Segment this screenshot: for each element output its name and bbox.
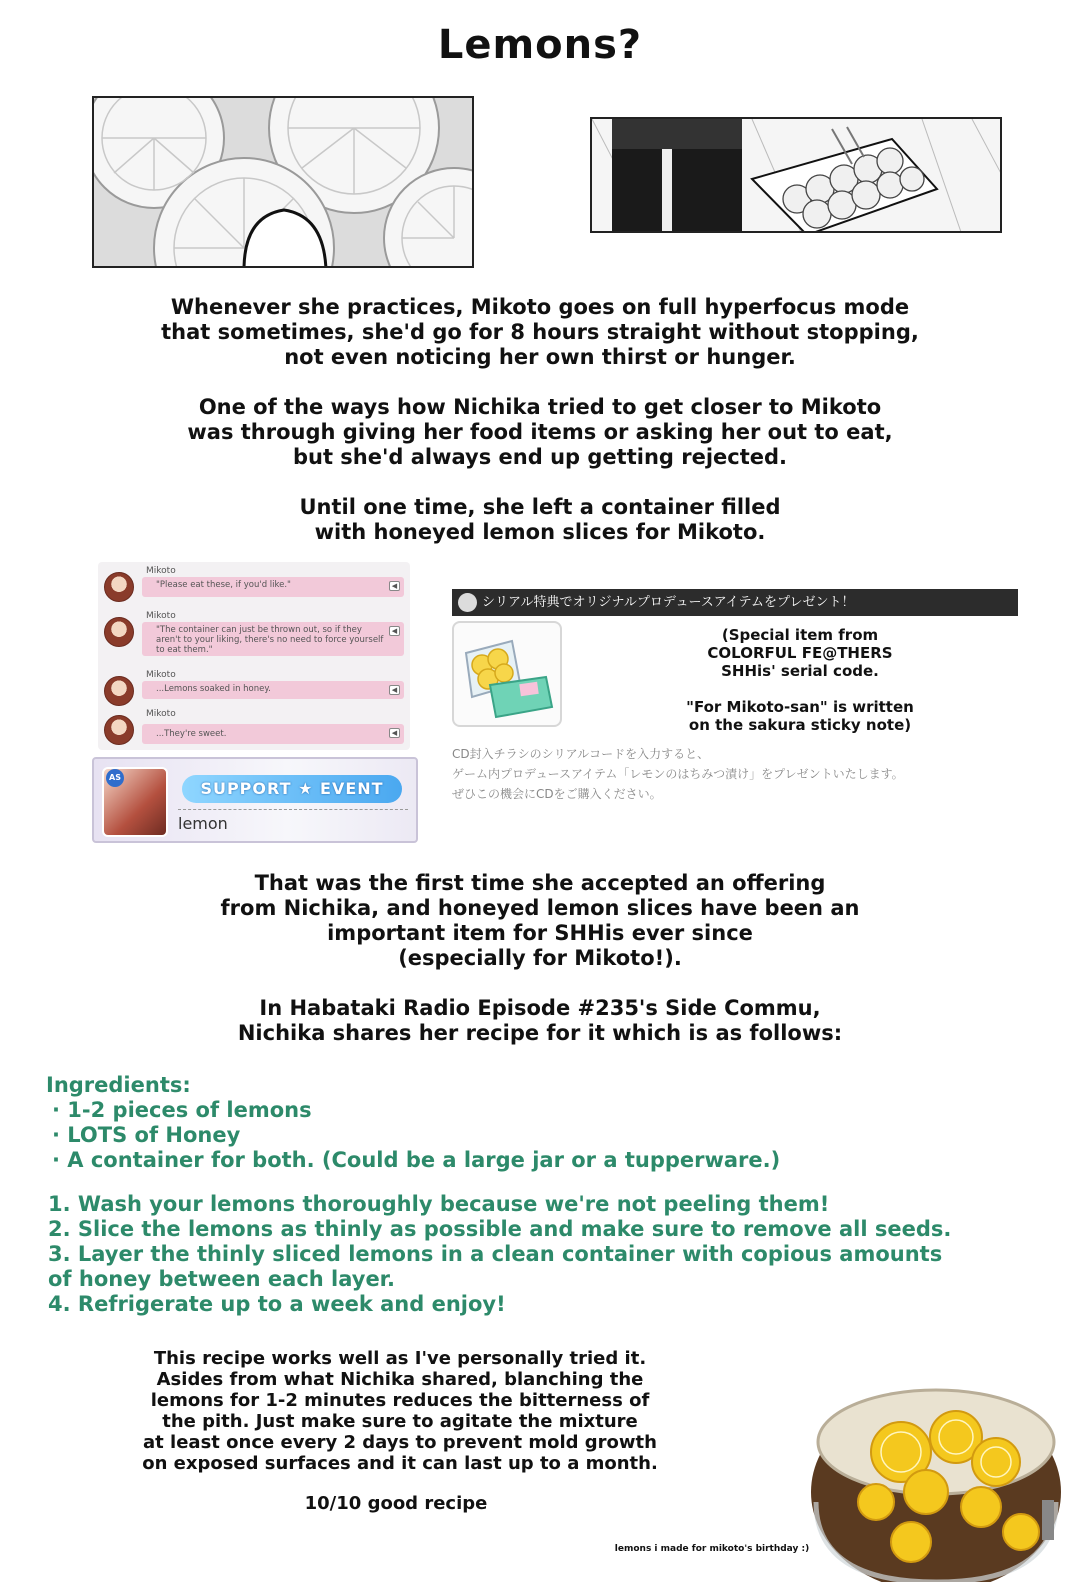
dialogue-entry <box>98 609 410 661</box>
dialogue-log <box>98 562 410 750</box>
lemon-container-icon <box>454 623 560 725</box>
speaker-name: Mikoto <box>146 709 176 719</box>
speaker-name: Mikoto <box>146 670 176 680</box>
lemon-jar-illustration <box>806 1382 1080 1582</box>
paragraph-line: In Habataki Radio Episode #235's Side Commu, <box>259 996 821 1020</box>
mikoto-avatar <box>104 617 134 647</box>
voice-play-icon[interactable]: ◀ <box>389 685 400 695</box>
lemon-slices-illustration <box>94 98 474 268</box>
paragraph-line: but she'd always end up getting rejected. <box>292 445 788 469</box>
divider <box>178 809 408 810</box>
event-item-name: lemon <box>178 814 228 833</box>
paragraph-line: (especially for Mikoto!). <box>398 946 682 970</box>
dialogue-bubble <box>142 622 404 656</box>
support-event-card <box>92 757 418 843</box>
speaker-name: Mikoto <box>146 566 176 576</box>
lemon-slices-panel <box>92 96 474 268</box>
personal-note <box>110 1348 690 1474</box>
ingredient-item: · 1-2 pieces of lemons <box>52 1098 312 1122</box>
ingredient-item: · A container for both. (Could be a large jar or a tupperware.) <box>52 1148 781 1172</box>
caption-line: on the sakura sticky note) <box>688 716 912 734</box>
dialogue-entry <box>98 668 410 706</box>
paragraph-line: Until one time, she left a container filled <box>299 495 781 519</box>
recipe-rating: 10/10 good recipe <box>304 1493 488 1514</box>
recipe-steps <box>48 1192 1038 1317</box>
paragraph-line: One of the ways how Nichika tried to get closer to Mikoto <box>198 395 882 419</box>
dialogue-text: "The container can just be thrown out, so if they aren't to your liking, there's no need to force yourself to eat them." <box>156 625 384 655</box>
intro-line: not even noticing her own thirst or hunger. <box>284 345 796 369</box>
speaker-name: Mikoto <box>146 611 176 621</box>
nichika-paragraph <box>0 395 1080 470</box>
ingredient-item: · LOTS of Honey <box>52 1123 241 1147</box>
caption-line: "For Mikoto-san" is written <box>686 698 914 716</box>
ingredients-list <box>46 1073 1026 1173</box>
paragraph-line: was through giving her food items or asking her out to eat, <box>187 420 893 444</box>
paragraph-line: from Nichika, and honeyed lemon slices have been an <box>220 896 860 920</box>
serial-bonus-header <box>452 589 1018 616</box>
serial-bonus-title: シリアル特典でオリジナルプロデュースアイテムをプレゼント！ <box>482 595 855 610</box>
lemon-container-panel <box>590 117 1002 233</box>
dialogue-bubble <box>142 681 404 699</box>
caption-line: (Special item from <box>721 626 879 644</box>
note-line: at least once every 2 days to prevent mold growth <box>143 1432 657 1453</box>
dialogue-text: ...They're sweet. <box>156 729 227 739</box>
serial-jp-line: ぜひこの機会にCDをご購入ください。 <box>452 787 662 801</box>
note-line: lemons for 1-2 minutes reduces the bitterness of <box>150 1390 650 1411</box>
voice-play-icon[interactable]: ◀ <box>389 581 400 591</box>
caption-line: COLORFUL FE@THERS <box>707 644 893 662</box>
caption-line: SHHis' serial code. <box>721 662 879 680</box>
lemon-jar-photo <box>806 1382 1080 1582</box>
dialogue-text: ...Lemons soaked in honey. <box>156 684 271 694</box>
idol-badge: AS <box>106 769 124 787</box>
item-caption <box>620 626 980 680</box>
intro-line: that sometimes, she'd go for 8 hours straight without stopping, <box>161 320 919 344</box>
dialogue-bubble <box>142 724 404 744</box>
paragraph-line: with honeyed lemon slices for Mikoto. <box>314 520 766 544</box>
paragraph-line: That was the first time she accepted an offering <box>254 871 826 895</box>
recipe-step: 1. Wash your lemons thoroughly because we're not peeling them! <box>48 1192 830 1216</box>
sticky-note-caption <box>620 698 980 734</box>
voice-play-icon[interactable]: ◀ <box>389 626 400 636</box>
intro-paragraph <box>0 295 1080 370</box>
container-paragraph <box>0 495 1080 545</box>
voice-play-icon[interactable]: ◀ <box>389 728 400 738</box>
note-line: This recipe works well as I've personally tried it. <box>153 1348 647 1369</box>
support-event-label: SUPPORT ★ EVENT <box>182 775 402 803</box>
mikoto-avatar <box>104 715 134 745</box>
page-title: Lemons? <box>437 22 643 68</box>
serial-jp-line: CD封入チラシのシリアルコードを入力すると、 <box>452 747 710 761</box>
radio-episode-paragraph <box>0 996 1080 1046</box>
ingredients-heading: Ingredients: <box>46 1073 191 1097</box>
paragraph-line: Nichika shares her recipe for it which is as follows: <box>237 1021 843 1045</box>
photo-caption: lemons i made for mikoto's birthday :) <box>614 1544 810 1554</box>
lemon-container-illustration <box>592 119 1002 233</box>
honeyed-lemon-item-icon <box>452 621 562 727</box>
recipe-step: 3. Layer the thinly sliced lemons in a clean container with copious amounts <box>48 1242 943 1266</box>
dialogue-bubble <box>142 577 404 597</box>
paragraph-line: important item for SHHis ever since <box>327 921 753 945</box>
recipe-step: of honey between each layer. <box>48 1267 396 1291</box>
dialogue-entry <box>98 564 410 604</box>
mikoto-avatar <box>104 676 134 706</box>
recipe-step: 4. Refrigerate up to a week and enjoy! <box>48 1292 506 1316</box>
note-line: Asides from what Nichika shared, blanching the <box>156 1369 644 1390</box>
mikoto-avatar <box>104 572 134 602</box>
note-line: the pith. Just make sure to agitate the mixture <box>162 1411 638 1432</box>
serial-jp-line: ゲーム内プロデュースアイテム「レモンのはちみつ漬け」をプレゼントいたします。 <box>452 767 904 781</box>
recipe-step: 2. Slice the lemons as thinly as possible and make sure to remove all seeds. <box>48 1217 952 1241</box>
intro-line: Whenever she practices, Mikoto goes on full hyperfocus mode <box>170 295 910 319</box>
feather-icon <box>458 593 477 612</box>
first-offering-paragraph <box>0 871 1080 971</box>
note-line: on exposed surfaces and it can last up to a month. <box>142 1453 658 1474</box>
dialogue-text: "Please eat these, if you'd like." <box>156 580 291 590</box>
dialogue-entry <box>98 707 410 747</box>
